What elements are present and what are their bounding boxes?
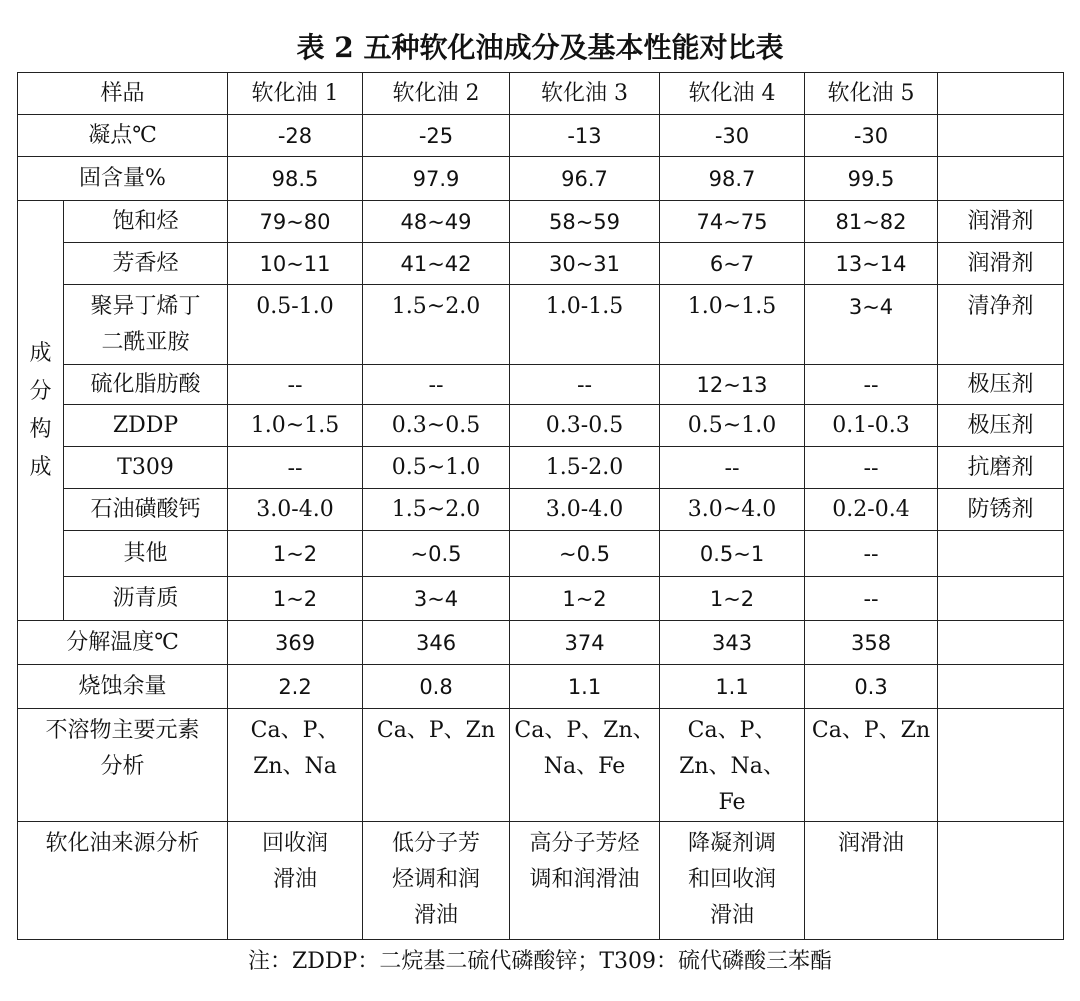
table-cell: -25	[363, 115, 510, 157]
table-cell: -30	[660, 115, 805, 157]
row-label: 凝点℃	[18, 115, 228, 157]
table-cell: 3.0-4.0	[510, 489, 660, 531]
table-cell: 74~75	[660, 201, 805, 243]
table-cell-extra: 抗磨剂	[938, 447, 1064, 489]
table-cell: 79~80	[228, 201, 363, 243]
table-cell: ~0.5	[510, 531, 660, 577]
table-cell: 3~4	[805, 285, 938, 365]
table-cell: 58~59	[510, 201, 660, 243]
table-cell: -13	[510, 115, 660, 157]
row-label: 沥青质	[64, 577, 228, 621]
row-label: 固含量%	[18, 157, 228, 201]
table-cell: --	[363, 365, 510, 405]
table-row	[18, 709, 1064, 822]
table-cell: --	[805, 577, 938, 621]
table-cell: -30	[805, 115, 938, 157]
table-cell-extra	[938, 665, 1064, 709]
table-cell: 0.8	[363, 665, 510, 709]
composition-group-label: 成 分 构 成	[18, 201, 64, 621]
table-cell: Ca、P、Zn	[363, 709, 510, 822]
table-cell: 1.0~1.5	[660, 285, 805, 365]
table-cell: --	[510, 365, 660, 405]
table-cell: --	[805, 531, 938, 577]
table-cell-extra	[938, 709, 1064, 822]
table-cell: 低分子芳 烃调和润 滑油	[363, 822, 510, 940]
header-cell-label: 样品	[18, 73, 228, 115]
table-cell: --	[660, 447, 805, 489]
table-cell: 1~2	[660, 577, 805, 621]
table-cell-extra: 清净剂	[938, 285, 1064, 365]
table-cell: 1.0~1.5	[228, 405, 363, 447]
table-row	[18, 621, 1064, 665]
table-cell-extra: 防锈剂	[938, 489, 1064, 531]
table-cell-extra: 极压剂	[938, 365, 1064, 405]
table-cell: 1.1	[510, 665, 660, 709]
table-cell: --	[805, 447, 938, 489]
footnote: 注：ZDDP：二烷基二硫代磷酸锌；T309：硫代磷酸三苯酯	[247, 949, 833, 974]
table-cell: 97.9	[363, 157, 510, 201]
table-cell: 96.7	[510, 157, 660, 201]
table-cell: 374	[510, 621, 660, 665]
table-row	[18, 201, 1064, 243]
row-label: ZDDP	[64, 405, 228, 447]
table-cell-extra: 极压剂	[938, 405, 1064, 447]
table-cell-extra	[938, 115, 1064, 157]
table-cell: 0.3	[805, 665, 938, 709]
table-cell: 回收润 滑油	[228, 822, 363, 940]
table-row	[18, 405, 1064, 447]
table-cell-extra	[938, 577, 1064, 621]
table-cell: 12~13	[660, 365, 805, 405]
table-cell: 1~2	[510, 577, 660, 621]
table-cell: 1.5~2.0	[363, 489, 510, 531]
table-cell: 1.5-2.0	[510, 447, 660, 489]
table-cell: 0.2-0.4	[805, 489, 938, 531]
row-label: 聚异丁烯丁 二酰亚胺	[64, 285, 228, 365]
row-label: 不溶物主要元素 分析	[18, 709, 228, 822]
table-cell: Ca、P、 Zn、Na、 Fe	[660, 709, 805, 822]
table-cell-extra: 润滑剂	[938, 201, 1064, 243]
table-cell: 3~4	[363, 577, 510, 621]
table-cell: --	[228, 365, 363, 405]
table-row	[18, 577, 1064, 621]
table-cell: --	[228, 447, 363, 489]
table-row	[18, 365, 1064, 405]
row-label: 其他	[64, 531, 228, 577]
table-cell: 高分子芳烃 调和润滑油	[510, 822, 660, 940]
row-label: 芳香烃	[64, 243, 228, 285]
table-cell-extra: 润滑剂	[938, 243, 1064, 285]
table-cell: 1.1	[660, 665, 805, 709]
row-label: T309	[64, 447, 228, 489]
table-cell: 0.3-0.5	[510, 405, 660, 447]
table-cell: 0.5~1.0	[660, 405, 805, 447]
table-cell: 0.5~1	[660, 531, 805, 577]
header-cell: 软化油 2	[363, 73, 510, 115]
table-cell-extra	[938, 157, 1064, 201]
table-cell-extra	[938, 621, 1064, 665]
table-cell: 0.3~0.5	[363, 405, 510, 447]
table-cell: 0.5-1.0	[228, 285, 363, 365]
table-row	[18, 489, 1064, 531]
row-label: 石油磺酸钙	[64, 489, 228, 531]
table-cell: 0.5~1.0	[363, 447, 510, 489]
table-cell: 3.0~4.0	[660, 489, 805, 531]
header-cell: 软化油 3	[510, 73, 660, 115]
table-cell: 1~2	[228, 577, 363, 621]
table-row	[18, 285, 1064, 365]
table-cell: Ca、P、Zn	[805, 709, 938, 822]
row-label: 饱和烃	[64, 201, 228, 243]
table-cell: 81~82	[805, 201, 938, 243]
table-cell-extra	[938, 822, 1064, 940]
table-row	[18, 665, 1064, 709]
row-label: 烧蚀余量	[18, 665, 228, 709]
table-cell: Ca、P、Zn、 Na、Fe	[510, 709, 660, 822]
table-cell: 358	[805, 621, 938, 665]
row-label: 软化油来源分析	[18, 822, 228, 940]
table-cell: 98.5	[228, 157, 363, 201]
table-cell: 98.7	[660, 157, 805, 201]
table-cell: 3.0-4.0	[228, 489, 363, 531]
row-label: 硫化脂肪酸	[64, 365, 228, 405]
table-cell: 30~31	[510, 243, 660, 285]
table-cell: 6~7	[660, 243, 805, 285]
table-cell: 369	[228, 621, 363, 665]
table-cell: -28	[228, 115, 363, 157]
table-cell-extra	[938, 531, 1064, 577]
table-cell: 13~14	[805, 243, 938, 285]
table-cell: 0.1-0.3	[805, 405, 938, 447]
table-cell: 48~49	[363, 201, 510, 243]
table-cell: 2.2	[228, 665, 363, 709]
table-cell: ~0.5	[363, 531, 510, 577]
table-cell: 降凝剂调 和回收润 滑油	[660, 822, 805, 940]
header-cell: 软化油 5	[805, 73, 938, 115]
row-label: 分解温度℃	[18, 621, 228, 665]
table-cell: 润滑油	[805, 822, 938, 940]
table-row	[18, 157, 1064, 201]
table-title: 表 2 五种软化油成分及基本性能对比表	[296, 31, 784, 64]
table-cell: --	[805, 365, 938, 405]
table-cell: Ca、P、 Zn、Na	[228, 709, 363, 822]
table-cell: 1.5~2.0	[363, 285, 510, 365]
table-row	[18, 243, 1064, 285]
header-cell: 软化油 1	[228, 73, 363, 115]
table-cell: 41~42	[363, 243, 510, 285]
table-cell: 1~2	[228, 531, 363, 577]
table-cell: 346	[363, 621, 510, 665]
header-cell: 软化油 4	[660, 73, 805, 115]
table-cell: 10~11	[228, 243, 363, 285]
header-cell-extra	[938, 73, 1064, 115]
table-row	[18, 531, 1064, 577]
table-cell: 1.0-1.5	[510, 285, 660, 365]
table-row	[18, 822, 1064, 940]
table-row	[18, 447, 1064, 489]
table-row	[18, 115, 1064, 157]
table-cell: 99.5	[805, 157, 938, 201]
table-cell: 343	[660, 621, 805, 665]
comparison-table	[17, 72, 1064, 940]
header-row	[18, 73, 1064, 115]
